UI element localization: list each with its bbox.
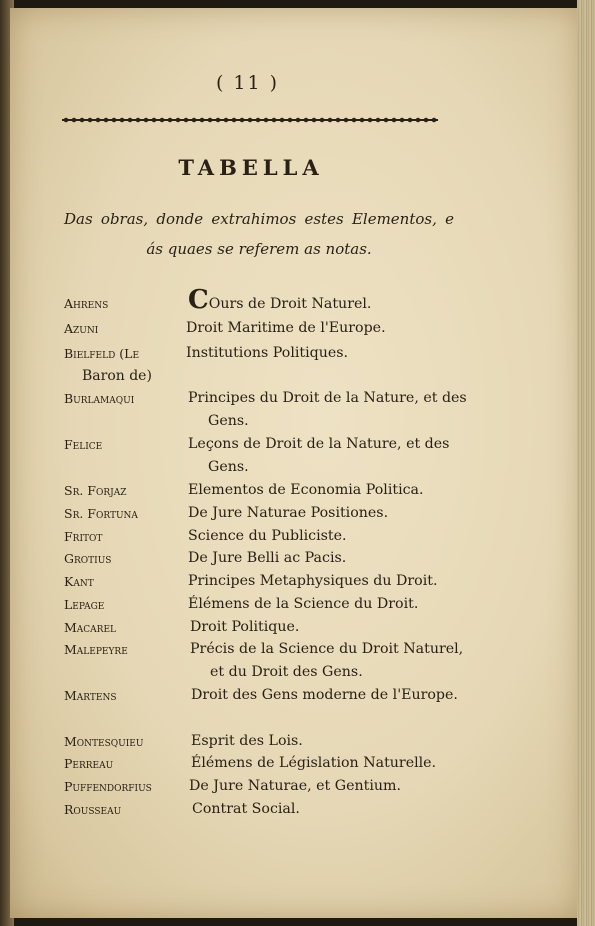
entry-author: Felice: [64, 437, 103, 452]
entry-work: De Jure Naturae Positiones.: [188, 505, 389, 521]
entry-author: Montesquieu: [64, 734, 144, 749]
entry-work: Contrat Social.: [192, 801, 300, 817]
entry-work: Élémens de Législation Naturelle.: [191, 755, 437, 771]
entry-author: Sr. Fortuna: [64, 506, 138, 521]
entry-author: Fritot: [64, 529, 103, 544]
drop-cap: C: [188, 285, 209, 315]
page-number: ( 11 ): [215, 72, 280, 94]
entry-author: Burlamaqui: [64, 391, 135, 406]
entry-author: Macarel: [64, 620, 117, 635]
entry-work: Science du Publiciste.: [188, 528, 347, 544]
entry-author: Kant: [64, 574, 94, 589]
entry-author-line1: Bielfeld (Le: [64, 346, 140, 361]
entry-work: Principes Metaphysiques du Droit.: [188, 573, 438, 589]
entry-author: Martens: [64, 688, 117, 703]
entry-author: Rousseau: [64, 802, 122, 817]
entry-author: Grotius: [64, 551, 112, 566]
entry-author-line2: Baron de): [82, 368, 152, 384]
entry-author: Puffendorfius: [64, 779, 152, 794]
entry-author: [64, 342, 184, 388]
entry-author: Sr. Forjaz: [64, 483, 127, 498]
page-title: TABELLA: [178, 155, 324, 180]
entry-author: Ahrens: [64, 296, 109, 311]
entry-author: Azuni: [64, 321, 99, 336]
entry-work: De Jure Belli ac Pacis.: [188, 550, 347, 566]
entry-author: Perreau: [64, 756, 114, 771]
entry-work: Leçons de Droit de la Nature, et des Gens.: [188, 436, 450, 475]
entry-work: Précis de la Science du Droit Naturel, et du Droit des Gens.: [190, 641, 464, 680]
entry-work: Droit Maritime de l'Europe.: [186, 320, 386, 336]
entry-work: Elementos de Economia Politica.: [188, 482, 424, 498]
entry-work: Esprit des Lois.: [191, 733, 303, 749]
entry-work: Droit Politique.: [190, 619, 300, 635]
entry-work: Élémens de la Science du Droit.: [188, 596, 419, 612]
entry-work-text: Ours de Droit Naturel.: [208, 296, 372, 312]
entry-work: [188, 285, 476, 316]
page-subtitle: Das obras, donde extrahimos estes Elementos, e ás quaes se referem as notas.: [64, 210, 454, 258]
entry-author: Lepage: [64, 597, 105, 612]
entry-work: Institutions Politiques.: [186, 345, 349, 361]
entry-work: De Jure Naturae, et Gentium.: [189, 778, 401, 794]
entry-author: Malepeyre: [64, 642, 128, 657]
entry-work: Principes du Droit de la Nature, et des Gens.: [188, 390, 467, 429]
entry-work: Droit des Gens moderne de l'Europe.: [191, 687, 458, 703]
